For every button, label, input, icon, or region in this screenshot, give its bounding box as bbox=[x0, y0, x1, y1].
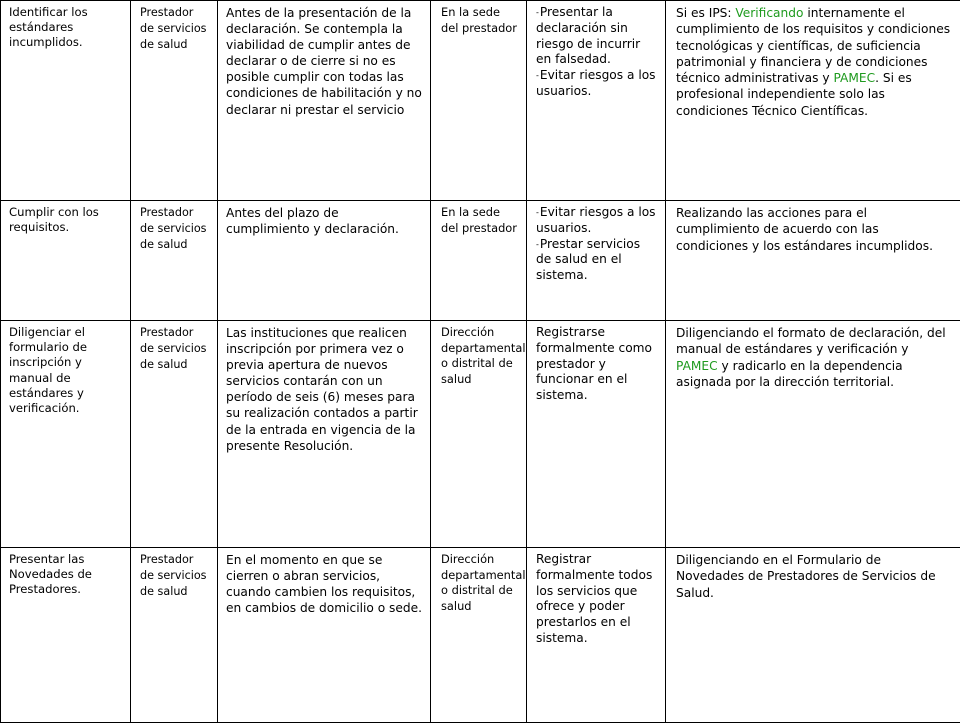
highlight-text: PAMEC bbox=[833, 71, 875, 85]
why-cell: Registrar formalmente todos los servicios que ofrece y poder prestarlos en el sistema. bbox=[527, 548, 666, 723]
why-cell bbox=[527, 1, 666, 201]
how-cell: Si es IPS: Verificando internamente el cumplimiento de los requisitos y condiciones tecnológicas y científicas, de suficiencia patrimonial y financiera y de condiciones técnico administrativas y PAMEC. Si es profesional independiente solo las condiciones Técnico Científicas. bbox=[666, 1, 960, 201]
dash-bullet-icon: - bbox=[536, 240, 539, 249]
activity-cell: Identificar los estándares incumplidos. bbox=[1, 1, 131, 201]
why-cell: Registrarse formalmente como prestador y funcionar en el sistema. bbox=[527, 321, 666, 548]
why-item: -Prestar servicios de salud en el sistema. bbox=[536, 237, 657, 284]
how-cell: Realizando las acciones para el cumplimiento de acuerdo con las condiciones y los estándares incumplidos. bbox=[666, 201, 960, 321]
highlight-text: PAMEC bbox=[676, 359, 718, 373]
when-cell: Las instituciones que realicen inscripción por primera vez o previa apertura de nuevos servicios contarán con un período de seis (6) meses para su realización contados a partir de la entrada en vigencia de la presente Resolución. bbox=[218, 321, 431, 548]
activity-cell: Presentar las Novedades de Prestadores. bbox=[1, 548, 131, 723]
table-row bbox=[1, 321, 960, 548]
when-cell: Antes de la presentación de la declaración. Se contempla la viabilidad de cumplir antes de declarar o de cierre si no es posible cumplir con todas las condiciones de habilitación y no declarar ni prestar el servicio bbox=[218, 1, 431, 201]
why-item: -Presentar la declaración sin riesgo de incurrir en falsedad. bbox=[536, 5, 657, 68]
why-item: -Evitar riesgos a los usuarios. bbox=[536, 68, 657, 100]
where-cell: Dirección departamental o distrital de salud bbox=[431, 548, 527, 723]
dash-bullet-icon: - bbox=[536, 71, 539, 80]
when-cell: Antes del plazo de cumplimiento y declaración. bbox=[218, 201, 431, 321]
table-row bbox=[1, 548, 960, 723]
where-cell: En la sede del prestador bbox=[431, 201, 527, 321]
responsible-cell: Prestador de servicios de salud bbox=[131, 321, 218, 548]
activity-cell: Cumplir con los requisitos. bbox=[1, 201, 131, 321]
responsible-cell: Prestador de servicios de salud bbox=[131, 201, 218, 321]
dash-bullet-icon: - bbox=[536, 8, 539, 17]
responsible-cell: Prestador de servicios de salud bbox=[131, 1, 218, 201]
table-row bbox=[1, 1, 960, 201]
how-cell: Diligenciando en el Formulario de Novedades de Prestadores de Servicios de Salud. bbox=[666, 548, 960, 723]
table-row bbox=[1, 201, 960, 321]
how-cell: Diligenciando el formato de declaración, del manual de estándares y verificación y PAMEC y radicarlo en la dependencia asignada por la dirección territorial. bbox=[666, 321, 960, 548]
why-item: -Evitar riesgos a los usuarios. bbox=[536, 205, 657, 237]
responsible-cell: Prestador de servicios de salud bbox=[131, 548, 218, 723]
where-cell: En la sede del prestador bbox=[431, 1, 527, 201]
why-cell bbox=[527, 201, 666, 321]
highlight-text: Verificando bbox=[735, 6, 803, 20]
dash-bullet-icon: - bbox=[536, 208, 539, 217]
when-cell: En el momento en que se cierren o abran servicios, cuando cambien los requisitos, en cambios de domicilio o sede. bbox=[218, 548, 431, 723]
where-cell: Dirección departamental o distrital de salud bbox=[431, 321, 527, 548]
activity-cell: Diligenciar el formulario de inscripción y manual de estándares y verificación. bbox=[1, 321, 131, 548]
